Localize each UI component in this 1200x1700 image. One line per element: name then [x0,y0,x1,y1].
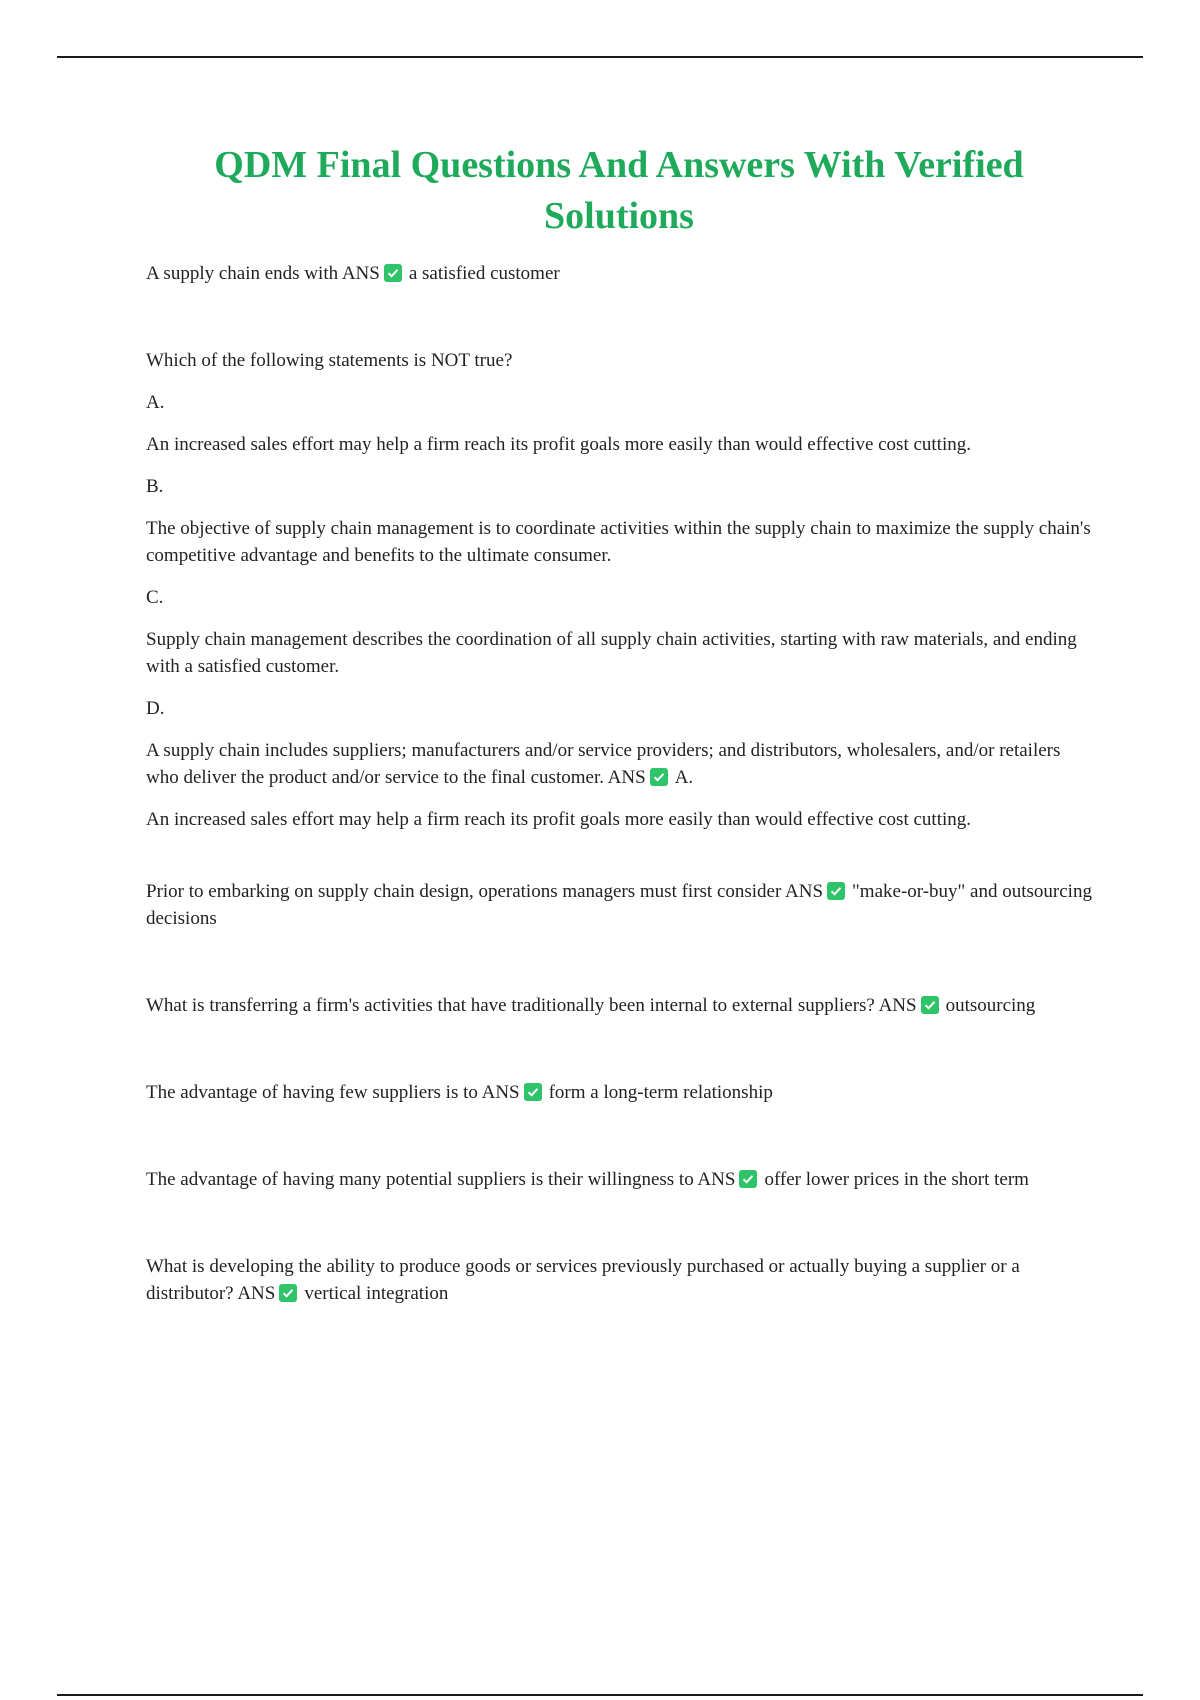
answer-text: outsourcing [945,995,1036,1016]
check-box-icon [921,996,939,1014]
qa-item-7 [146,1253,1092,1307]
qa-item-5 [146,1079,1092,1106]
document-page [146,140,1092,1367]
qa-item-1 [146,260,1092,287]
question-text: The advantage of having many potential suppliers is their willingness to [146,1169,694,1190]
answer-text: offer lower prices in the short term [764,1169,1029,1190]
answer-marker: ANS [341,263,380,284]
answer-text: a satisfied customer [408,263,560,284]
question-text: The advantage of having few suppliers is to [146,1082,478,1103]
answer-text: "make-or-buy" and outsourcing decisions [146,881,1092,929]
option-d-text: A supply chain includes suppliers; manufacturers and/or service providers; and distributors, wholesalers, and/or retailers who deliver the product and/or service to the final customer. [146,740,1061,788]
answer-marker: ANS [607,767,646,788]
option-a-label: A. [146,392,165,413]
check-box-icon [384,264,402,282]
qa-item-3 [146,878,1092,932]
answer-text: vertical integration [304,1283,449,1304]
header-rule [57,56,1143,58]
answer-marker: ANS [878,995,917,1016]
answer-marker: ANS [237,1283,276,1304]
qa-item-4 [146,992,1092,1019]
answer-marker: ANS [697,1169,736,1190]
answer-text: An increased sales effort may help a firm reach its profit goals more easily than would effective cost cutting. [146,809,971,830]
option-a-text: An increased sales effort may help a firm reach its profit goals more easily than would effective cost cutting. [146,434,971,455]
answer-marker: ANS [785,881,824,902]
answer-marker: ANS [481,1082,520,1103]
question-text: Prior to embarking on supply chain design, operations managers must first consider [146,881,782,902]
document-title: QDM Final Questions And Answers With Verified Solutions [214,144,1024,237]
answer-text: form a long-term relationship [548,1082,773,1103]
check-box-icon [279,1284,297,1302]
option-b-text: The objective of supply chain management is to coordinate activities within the supply chain to maximize the supply chain's competitive advantage and benefits to the ultimate consumer. [146,518,1091,566]
answer-label: A. [674,767,694,788]
check-box-icon [739,1170,757,1188]
question-text: Which of the following statements is NOT true? [146,350,513,371]
question-text: A supply chain ends with [146,263,339,284]
footer-rule [57,1694,1143,1696]
question-text: What is developing the ability to produce goods or services previously purchased or actually buying a supplier or a distributor? [146,1256,1020,1304]
qa-item-6 [146,1166,1092,1193]
option-d-text-with-answer [146,737,1092,791]
option-d-label: D. [146,698,165,719]
check-box-icon [827,882,845,900]
check-box-icon [524,1083,542,1101]
option-c-text: Supply chain management describes the coordination of all supply chain activities, starting with raw materials, and ending with a satisfied customer. [146,629,1077,677]
option-c-label: C. [146,587,164,608]
option-b-label: B. [146,476,164,497]
check-box-icon [650,768,668,786]
question-text: What is transferring a firm's activities that have traditionally been internal to external suppliers? [146,995,875,1016]
qa-item-2 [146,347,1092,833]
